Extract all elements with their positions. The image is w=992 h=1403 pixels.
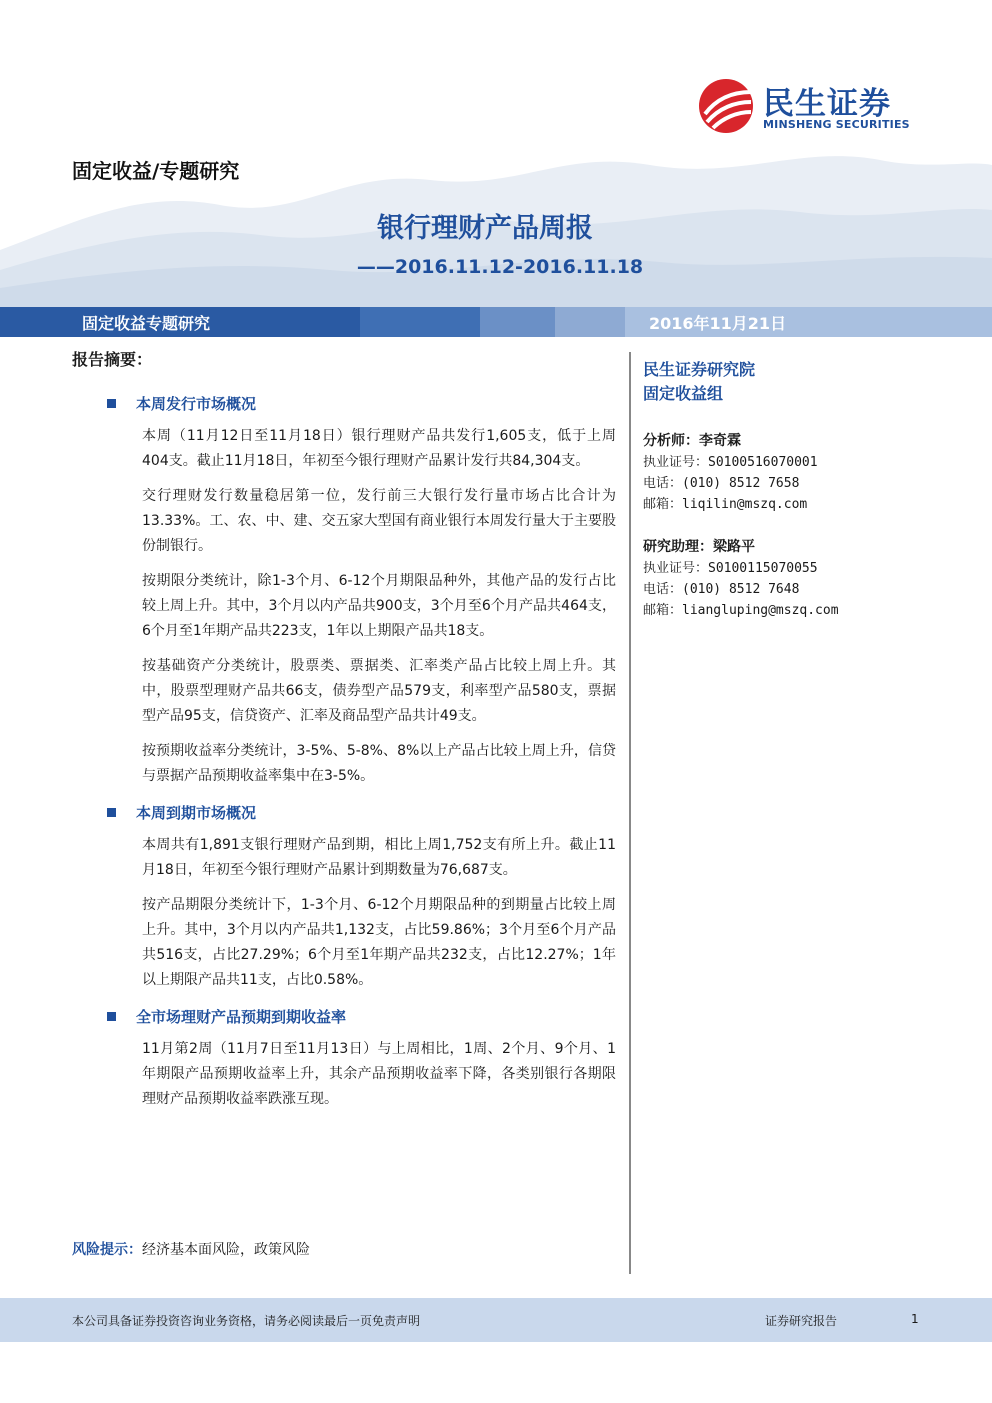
analyst-info	[643, 430, 973, 515]
section-title: 本周发行市场概况	[136, 394, 257, 413]
paragraph: 交行理财发行数量稳居第一位，发行前三大银行发行量市场占比合计为13.33%。工、农、中、建、交五家大型国有商业银行本周发行量大于主要股份制银行。	[142, 488, 616, 554]
analyst-name: 分析师：李奇霖	[643, 433, 741, 449]
section-header	[107, 1003, 617, 1029]
analyst-phone: 电话：(010) 8512 7658	[643, 476, 800, 491]
analyst-license: 执业证号：S0100516070001	[643, 455, 818, 470]
paragraph: 按期限分类统计，除1-3个月、6-12个月期限品种外，其他产品的发行占比较上周上升。其中，3个月以内产品共900支，3个月至6个月产品共464支，6个月至1年期产品共223支，1年以上期限产品共18支。	[142, 573, 616, 639]
assistant-phone: 电话：(010) 8512 7648	[643, 582, 800, 597]
footer-report-type: 证券研究报告	[765, 1314, 838, 1328]
paragraph: 11月第2周（11月7日至11月13日）与上周相比，1周、2个月、9个月、1年期限产品预期收益率上升，其余产品预期收益率下降，各类别银行各期限理财产品预期收益率跌涨互现。	[142, 1041, 616, 1107]
column-divider	[629, 352, 631, 1274]
institute-name: 民生证券研究院	[643, 360, 756, 379]
paragraph: 本周共有1,891支银行理财产品到期，相比上周1,752支有所上升。截止11月18日，年初至今银行理财产品累计到期数量为76,687支。	[142, 837, 616, 878]
assistant-info	[643, 536, 973, 621]
report-title: 银行理财产品周报	[377, 213, 593, 244]
paragraph: 本周（11月12日至11月18日）银行理财产品共发行1,605支，低于上周404支。截止11月18日，年初至今银行理财产品累计发行共84,304支。	[142, 428, 616, 469]
risk-text: 经济基本面风险，政策风险	[142, 1242, 310, 1258]
report-date-range: ——2016.11.12-2016.11.18	[356, 256, 644, 278]
footer-disclaimer: 本公司具备证券投资咨询业务资格，请务必阅读最后一页免责声明	[72, 1314, 421, 1328]
report-category: 固定收益/专题研究	[72, 159, 240, 183]
logo-name-cn: 民生证券	[763, 86, 891, 122]
title-banner	[0, 307, 992, 337]
analyst-email[interactable]: 邮箱：liqilin@mszq.com	[643, 497, 808, 512]
company-logo	[695, 76, 925, 136]
assistant-license: 执业证号：S0100115070055	[643, 561, 818, 576]
section-header	[107, 390, 617, 416]
paragraph: 按预期收益率分类统计，3-5%、5-8%、8%以上产品占比较上周上升，信贷与票据产品预期收益率集中在3-5%。	[142, 743, 616, 784]
square-bullet-icon	[107, 1012, 116, 1021]
assistant-email[interactable]: 邮箱：liangluping@mszq.com	[643, 603, 839, 618]
risk-label: 风险提示：	[72, 1242, 142, 1258]
group-name: 固定收益组	[643, 384, 724, 403]
abstract-content	[107, 390, 617, 1122]
square-bullet-icon	[107, 399, 116, 408]
banner-label: 固定收益专题研究	[82, 314, 211, 333]
paragraph: 按产品期限分类统计下，1-3个月、6-12个月期限品种的到期量占比较上周上升。其中，3个月以内产品共1,132支，占比59.86%；3个月至6个月产品共516支，占比27.29%；6个月至1年期产品共232支，占比12.27%；1年以上期限产品共11支，占比0.58%。	[142, 897, 616, 988]
logo-name-en: MINSHENG SECURITIES	[763, 118, 910, 131]
page-number: 1	[911, 1312, 919, 1326]
section-title: 全市场理财产品预期到期收益率	[136, 1007, 347, 1026]
square-bullet-icon	[107, 808, 116, 817]
paragraph: 按基础资产分类统计，股票类、票据类、汇率类产品占比较上周上升。其中，股票型理财产品共66支，债券型产品579支，利率型产品580支，票据型产品95支，信贷资产、汇率及商品型产品共计49支。	[142, 658, 616, 724]
minsheng-logo-icon	[695, 78, 757, 134]
abstract-heading: 报告摘要：	[72, 350, 153, 369]
report-date: 2016年11月21日	[649, 314, 787, 333]
assistant-name: 研究助理：梁路平	[643, 539, 755, 555]
section-header	[107, 799, 617, 825]
risk-warning	[72, 1239, 310, 1259]
section-title: 本周到期市场概况	[136, 803, 257, 822]
page-footer	[0, 1298, 992, 1342]
sidebar	[643, 358, 973, 642]
